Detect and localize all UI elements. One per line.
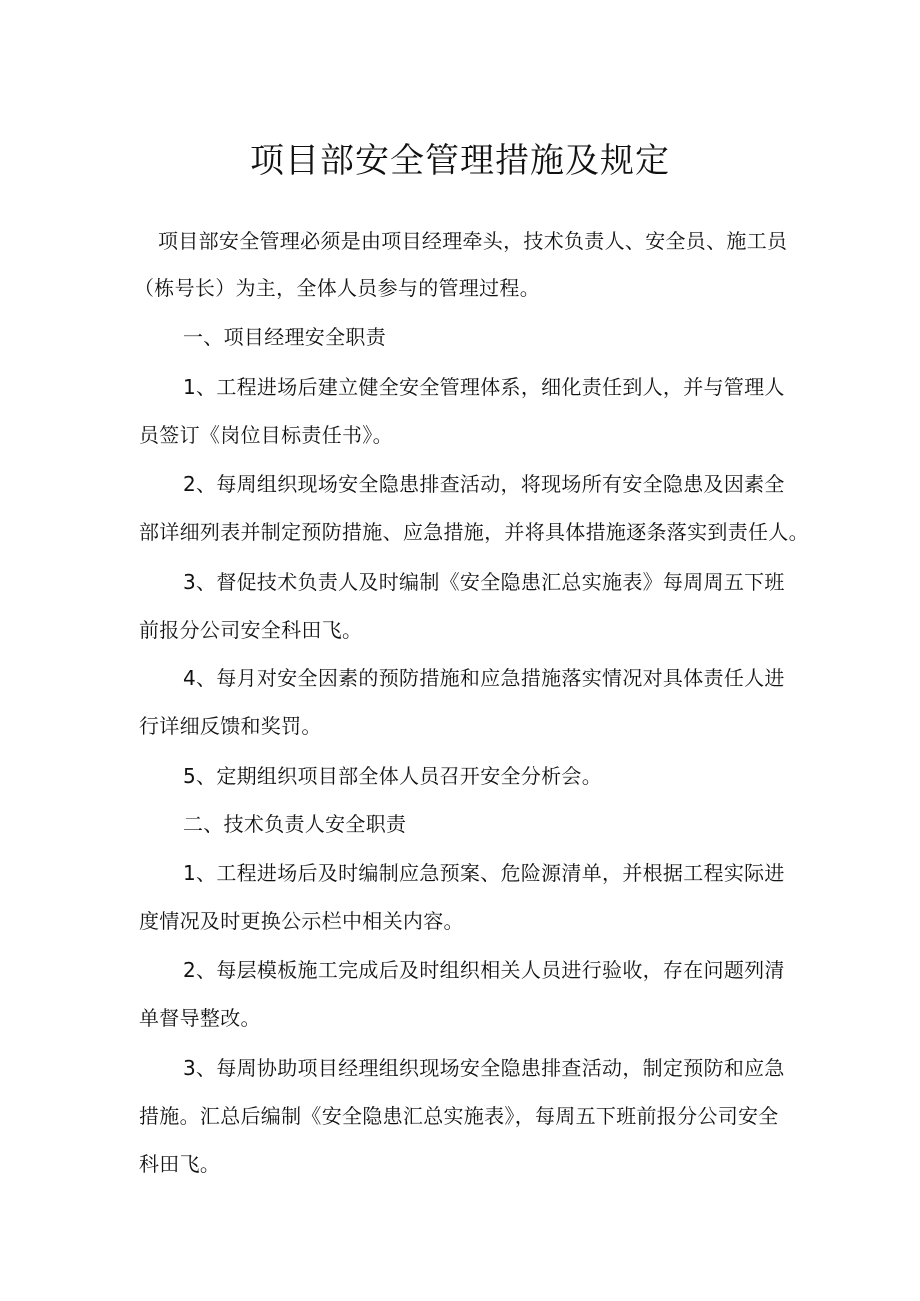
pm-item-1-line-2: 员签订《岗位目标责任书》。 bbox=[139, 423, 393, 447]
document-title: 项目部安全管理措施及规定 bbox=[250, 141, 670, 181]
tl-item-1-line-2: 度情况及时更换公示栏中相关内容。 bbox=[139, 909, 464, 933]
intro-paragraph-line-1: 项目部安全管理必须是由项目经理牵头，技术负责人、安全员、施工员 bbox=[158, 229, 788, 253]
tl-item-3-line-1: 3、每周协助项目经理组织现场安全隐患排查活动，制定预防和应急 bbox=[183, 1056, 785, 1080]
pm-item-3-line-1: 3、督促技术负责人及时编制《安全隐患汇总实施表》每周周五下班 bbox=[183, 570, 785, 594]
tl-item-2-line-2: 单督导整改。 bbox=[139, 1006, 261, 1030]
pm-item-3-line-2: 前报分公司安全科田飞。 bbox=[139, 618, 363, 642]
section-heading-technical-lead: 二、技术负责人安全职责 bbox=[183, 812, 407, 836]
tl-item-1-line-1: 1、工程进场后及时编制应急预案、危险源清单，并根据工程实际进 bbox=[183, 861, 785, 885]
tl-item-3-line-3: 科田飞。 bbox=[139, 1152, 221, 1176]
pm-item-5: 5、定期组织项目部全体人员召开安全分析会。 bbox=[183, 764, 603, 788]
pm-item-2-line-1: 2、每周组织现场安全隐患排查活动，将现场所有安全隐患及因素全 bbox=[183, 472, 785, 496]
pm-item-4-line-2: 行详细反馈和奖罚。 bbox=[139, 714, 322, 738]
tl-item-2-line-1: 2、每层模板施工完成后及时组织相关人员进行验收，存在问题列清 bbox=[183, 958, 785, 982]
intro-paragraph-line-2: （栋号长）为主，全体人员参与的管理过程。 bbox=[134, 276, 540, 300]
pm-item-4-line-1: 4、每月对安全因素的预防措施和应急措施落实情况对具体责任人进 bbox=[183, 666, 785, 690]
tl-item-3-line-2: 措施。汇总后编制《安全隐患汇总实施表》，每周五下班前报分公司安全 bbox=[139, 1104, 779, 1128]
section-heading-project-manager: 一、项目经理安全职责 bbox=[183, 325, 386, 349]
pm-item-1-line-1: 1、工程进场后建立健全安全管理体系，细化责任到人，并与管理人 bbox=[183, 375, 785, 399]
pm-item-2-line-2: 部详细列表并制定预防措施、应急措施，并将具体措施逐条落实到责任人。 bbox=[139, 520, 809, 544]
